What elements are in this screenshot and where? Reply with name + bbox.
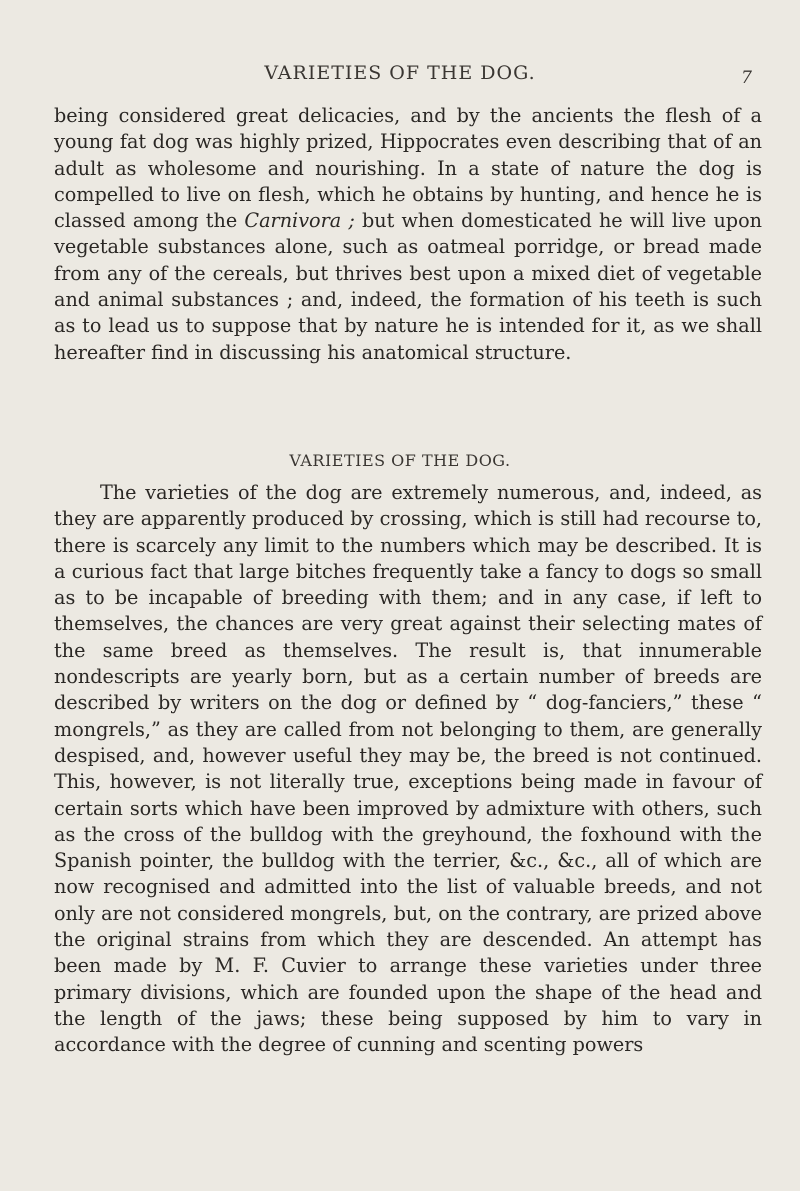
paragraph-continued: [54, 103, 762, 366]
page-number: 7: [741, 68, 752, 88]
section-heading: VARIETIES OF THE DOG.: [289, 451, 511, 470]
paragraph-text-end: but when domesticated he will live upon vegetable substances alone, such as oatmeal porridge, or bread made from any of the cereals, but thrives best upon a mixed diet of vegetable and animal substances ; and, indeed, the formation of his teeth is such as to lead us to suppose that by nature he is intended for it, as we shall hereafter find in discussing his anatomical structure.: [54, 209, 763, 364]
running-head: VARIETIES OF THE DOG.: [264, 62, 536, 84]
paragraph-text-start: being considered great delicacies, and by the ancients the flesh of a young fat dog was highly prized, Hippocrates even describing that of an adult as wholesome and nourishing. In a state of nature the dog is compelled to live on flesh, which he obtains by hunting, and hence he is classed among the: [54, 104, 762, 233]
section-paragraph: The varieties of the dog are extremely numerous, and, indeed, as they are apparently produced by crossing, which is still had recourse to, there is scarcely any limit to the numbers which may be described. It is a curious fact that large bitches frequently take a fancy to dogs so small as to be incapable of breeding with them; and in any case, if left to themselves, the chances are very great against their selecting mates of the same breed as themselves. The result is, that innumerable nondescripts are yearly born, but as a certain number of breeds are described by writers on the dog or defined by “ dog-fanciers,” these “ mongrels,” as they are called from not belonging to them, are generally despised, and, however useful they may be, the breed is not continued. This, however, is not literally true, exceptions being made in favour of certain sorts which have been improved by admixture with others, such as the cross of the bulldog with the greyhound, the foxhound with the Spanish pointer, the bulldog with the terrier, &c., &c., all of which are now recognised and admitted into the list of valuable breeds, and not only are not considered mongrels, but, on the contrary, are prized above the original strains from which they are descended. An attempt has been made by M. F. Cuvier to arrange these varieties under three primary divisions, which are founded upon the shape of the head and the length of the jaws; these being supposed by him to vary in accordance with the degree of cunning and scenting powers: [54, 481, 762, 1057]
italic-term: Carnivora ;: [244, 209, 355, 233]
